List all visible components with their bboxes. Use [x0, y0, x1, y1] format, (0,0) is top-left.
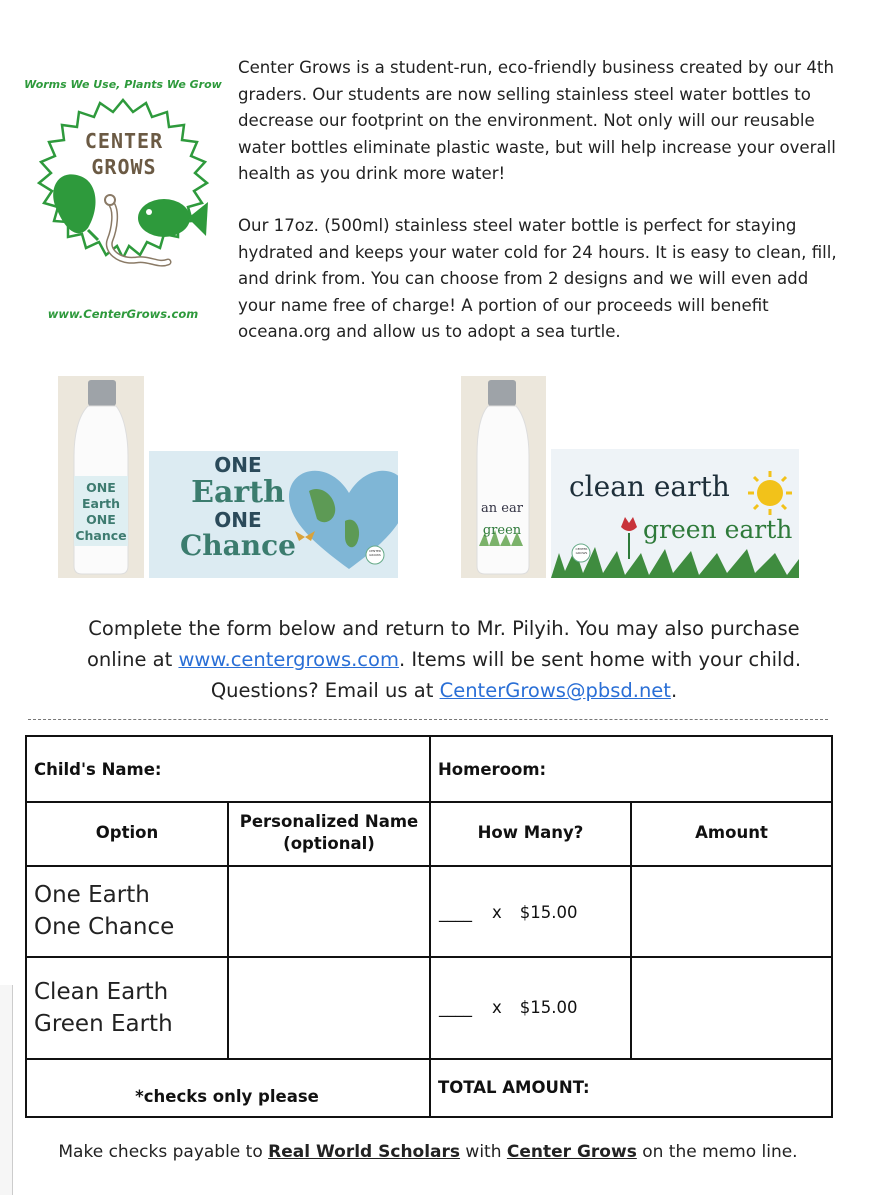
- child-name-label: Child's Name:: [34, 760, 162, 779]
- personalized-name-input-2[interactable]: [227, 956, 431, 1060]
- one-earth-bottle-image: [58, 376, 144, 578]
- one-earth-design-image: [149, 451, 398, 578]
- bottle1-text-1: ONE: [86, 480, 116, 495]
- header-amount-label: Amount: [695, 823, 768, 842]
- center-grows-logo: [18, 70, 228, 330]
- checks-note-cell: [25, 1058, 431, 1118]
- checks-note: *checks only please: [135, 1087, 319, 1106]
- amount-field-1[interactable]: [630, 865, 833, 958]
- logo-name-line2: GROWS: [91, 155, 157, 179]
- header-how-many-label: How Many?: [477, 823, 584, 842]
- one-earth-line4: Chance: [179, 529, 296, 562]
- intro-paragraph-2: Our 17oz. (500ml) stainless steel water bottle is perfect for staying hydrated and keeps your water cold for 24 hours. It is easy to clean, fill, and drink from. You can choose from 2 designs and we will even add your name free of charge! A portion of our proceeds will benefit oceana.org and allow us to adopt a sea turtle.: [238, 216, 837, 341]
- bottle1-text-4: Chance: [75, 528, 127, 543]
- clean-earth-bottle-print: [473, 498, 531, 542]
- logo-name-line1: CENTER: [84, 129, 164, 153]
- option1-line2: One Chance: [34, 914, 175, 940]
- clean-earth-line2: green earth: [643, 515, 793, 544]
- one-earth-slogan: [163, 453, 313, 561]
- header-how-many: [429, 801, 632, 867]
- tulip-icon: [621, 517, 637, 531]
- clean-earth-design-image: [551, 449, 799, 578]
- option2-line2: Green Earth: [34, 1011, 173, 1037]
- header-personalized-line1: Personalized Name: [239, 812, 419, 831]
- footer-memo-name: Center Grows: [506, 1142, 637, 1162]
- one-earth-line3: ONE: [214, 508, 262, 532]
- page-edge-shadow: [0, 985, 13, 1195]
- total-amount-label: TOTAL AMOUNT:: [438, 1078, 590, 1097]
- one-earth-line1: ONE: [214, 453, 262, 477]
- intro-paragraph-1: Center Grows is a student-run, eco-friendly business created by our 4th graders. Our students are now selling stainless steel water bottles to decrease our footprint on the environment. Not only will our reusable water bottles eliminate plastic waste, but will help increase your overall health as you drink more water!: [238, 58, 836, 183]
- one-earth-line2: Earth: [191, 475, 285, 510]
- header-personalized-label: [229, 811, 429, 855]
- price-2: $15.00: [519, 998, 578, 1017]
- footer-suffix: on the memo line.: [636, 1142, 798, 1162]
- homeroom-field[interactable]: [429, 735, 833, 803]
- option2-line1: Clean Earth: [34, 979, 169, 1005]
- price-1: $15.00: [519, 903, 578, 922]
- header-amount: [630, 801, 833, 867]
- instructions-line2: [20, 644, 868, 675]
- clean-earth-line1: clean earth: [569, 470, 730, 503]
- child-name-field[interactable]: [25, 735, 431, 803]
- header-personalized-line2: (optional): [283, 834, 375, 853]
- bottle2-text-2: green: [482, 523, 522, 538]
- quantity-field-2[interactable]: [429, 956, 632, 1060]
- quantity-blank-2: ____: [439, 998, 472, 1017]
- bottle1-text-3: ONE: [86, 512, 116, 527]
- amount-field-2[interactable]: [630, 956, 833, 1060]
- instructions-line2-prefix: online at: [86, 648, 179, 671]
- bottle1-text-2: Earth: [81, 496, 120, 511]
- order-form: [25, 735, 833, 1118]
- total-amount-field[interactable]: [429, 1058, 833, 1118]
- payment-footer: [0, 1142, 856, 1162]
- times-sign-1: x: [492, 903, 502, 922]
- option1-line1: One Earth: [34, 882, 150, 908]
- instructions: [20, 613, 868, 706]
- quantity-line-2: [439, 998, 578, 1017]
- instructions-line3: [20, 675, 868, 706]
- homeroom-label: Homeroom:: [438, 760, 547, 779]
- cut-line-divider: [28, 719, 828, 720]
- instructions-line1: Complete the form below and return to Mr. Pilyih. You may also purchase: [88, 617, 800, 640]
- personalized-name-input-1[interactable]: [227, 865, 431, 958]
- logo-name: [74, 128, 174, 180]
- instructions-line3-suffix: .: [670, 679, 678, 702]
- option-clean-earth-label: [34, 976, 173, 1040]
- website-link[interactable]: www.centergrows.com: [178, 648, 399, 671]
- leaf-icon: [53, 174, 95, 233]
- clean-earth-badge: CENTER GROWS: [575, 547, 588, 555]
- logo-seal-icon: [18, 90, 228, 305]
- one-earth-bottle-print: [74, 480, 128, 544]
- header-personalized: [227, 801, 431, 867]
- logo-tagline: Worms We Use, Plants We Grow: [24, 78, 222, 91]
- footer-prefix: Make checks payable to: [58, 1142, 269, 1162]
- header-option-label: Option: [95, 823, 159, 842]
- one-earth-badge: CENTER GROWS: [368, 549, 382, 557]
- option-clean-earth: [25, 956, 229, 1060]
- quantity-blank-1: ____: [439, 903, 472, 922]
- email-link[interactable]: CenterGrows@pbsd.net: [439, 679, 671, 702]
- logo-url: www.CenterGrows.com: [47, 307, 199, 321]
- instructions-line3-prefix: Questions? Email us at: [210, 679, 440, 702]
- bottle2-text-1: an ear: [481, 501, 523, 516]
- option-one-earth-label: [34, 879, 174, 943]
- footer-payee: Real World Scholars: [268, 1142, 461, 1162]
- quantity-field-1[interactable]: [429, 865, 632, 958]
- instructions-line2-suffix: . Items will be sent home with your child.: [398, 648, 802, 671]
- header-option: [25, 801, 229, 867]
- quantity-line-1: [439, 903, 578, 922]
- fish-icon: [138, 199, 190, 237]
- footer-middle: with: [460, 1142, 507, 1162]
- clean-earth-bottle-image: [461, 376, 546, 578]
- option-one-earth: [25, 865, 229, 958]
- times-sign-2: x: [492, 998, 502, 1017]
